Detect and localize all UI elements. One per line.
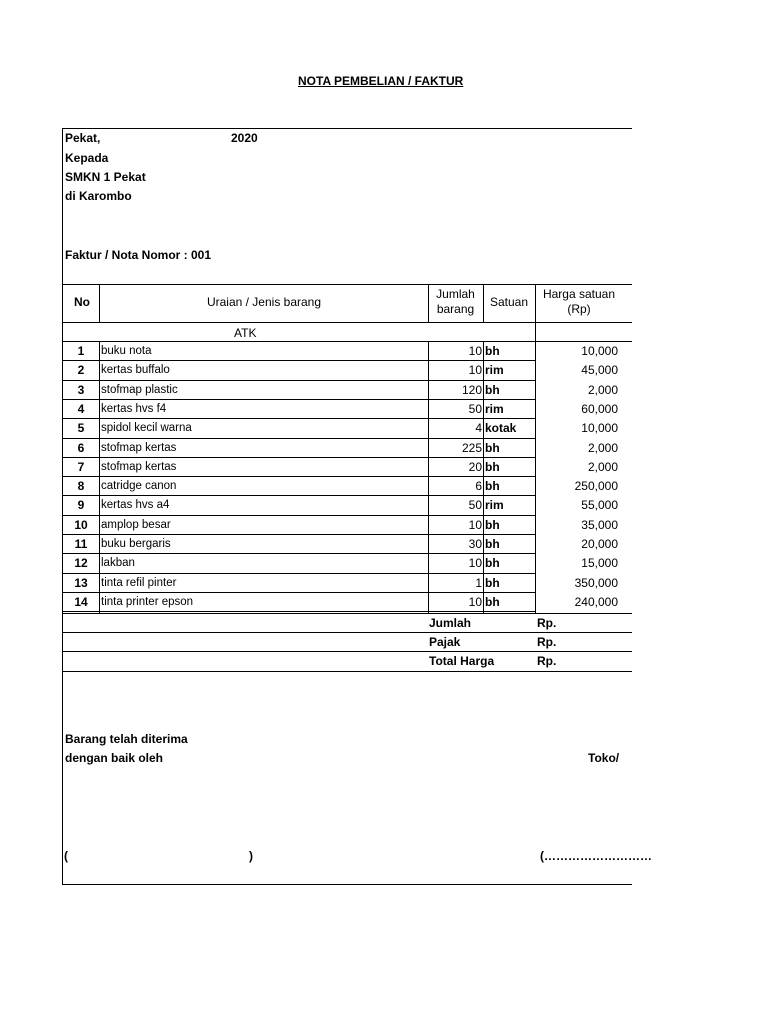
row-divider bbox=[99, 342, 100, 362]
place-label: Pekat, bbox=[65, 131, 101, 145]
row-qty: 225 bbox=[461, 441, 482, 455]
row-qty: 10 bbox=[468, 344, 482, 358]
received-text-1: Barang telah diterima bbox=[65, 732, 188, 746]
row-divider bbox=[483, 361, 484, 381]
row-qty: 120 bbox=[461, 383, 482, 397]
row-border bbox=[62, 418, 536, 419]
col-header-qty-1: Jumlah bbox=[436, 287, 475, 301]
row-number: 11 bbox=[74, 537, 88, 551]
row-item: kertas hvs f4 bbox=[101, 403, 167, 415]
row-border bbox=[62, 573, 536, 574]
row-divider bbox=[99, 361, 100, 381]
row-divider bbox=[99, 496, 100, 516]
row-number: 2 bbox=[77, 363, 85, 377]
row-item: tinta refil pinter bbox=[101, 577, 177, 589]
row-price: 10,000 bbox=[581, 344, 618, 358]
row-unit: bh bbox=[485, 460, 500, 474]
row-qty: 50 bbox=[468, 402, 482, 416]
outer-top-border bbox=[62, 128, 632, 129]
row-divider bbox=[483, 342, 484, 362]
row-unit: bh bbox=[485, 441, 500, 455]
row-divider bbox=[99, 419, 100, 439]
page-title: NOTA PEMBELIAN / FAKTUR bbox=[298, 74, 464, 88]
row-item: stofmap kertas bbox=[101, 461, 177, 473]
row-border bbox=[62, 534, 536, 535]
row-qty: 1 bbox=[475, 576, 482, 590]
row-price: 60,000 bbox=[581, 402, 618, 416]
col-header-qty-2: barang bbox=[436, 302, 475, 316]
total-currency-pajak: Rp. bbox=[537, 635, 557, 649]
row-item: buku bergaris bbox=[101, 538, 171, 550]
row-item: stofmap kertas bbox=[101, 442, 177, 454]
row-divider bbox=[99, 381, 100, 401]
row-divider bbox=[483, 477, 484, 497]
row-qty: 50 bbox=[468, 498, 482, 512]
recipient-name: SMKN 1 Pekat bbox=[65, 170, 146, 184]
row-unit: bh bbox=[485, 479, 500, 493]
row-number: 1 bbox=[77, 344, 85, 358]
row-price: 15,000 bbox=[581, 556, 618, 570]
col-header-price-2: (Rp) bbox=[567, 302, 591, 316]
row-unit: bh bbox=[485, 518, 500, 532]
row-price: 20,000 bbox=[581, 537, 618, 551]
invoice-number: Faktur / Nota Nomor : 001 bbox=[65, 248, 212, 262]
row-divider bbox=[483, 554, 484, 574]
row-qty: 30 bbox=[468, 537, 482, 551]
total-currency-grand: Rp. bbox=[537, 654, 557, 668]
row-divider bbox=[99, 400, 100, 420]
row-price: 35,000 bbox=[581, 518, 618, 532]
row-qty: 10 bbox=[468, 556, 482, 570]
table-header-top bbox=[62, 284, 632, 285]
row-divider bbox=[99, 477, 100, 497]
row-divider bbox=[99, 535, 100, 555]
row-price: 240,000 bbox=[574, 595, 618, 609]
row-divider bbox=[99, 458, 100, 478]
row-unit: bh bbox=[485, 595, 500, 609]
row-unit: rim bbox=[485, 363, 504, 377]
row-price: 250,000 bbox=[574, 479, 618, 493]
signature-left-open: ( bbox=[64, 849, 68, 863]
row-item: amplop besar bbox=[101, 519, 171, 531]
row-divider bbox=[483, 419, 484, 439]
col-header-unit: Satuan bbox=[489, 295, 529, 309]
row-price: 350,000 bbox=[574, 576, 618, 590]
row-border bbox=[62, 399, 536, 400]
row-divider bbox=[99, 439, 100, 459]
row-border bbox=[62, 592, 536, 593]
row-border bbox=[62, 457, 536, 458]
row-item: kertas buffalo bbox=[101, 364, 170, 376]
col-header-desc: Uraian / Jenis barang bbox=[206, 295, 322, 309]
row-number: 10 bbox=[74, 518, 88, 532]
row-item: stofmap plastic bbox=[101, 384, 178, 396]
total-label-grand: Total Harga bbox=[429, 654, 495, 668]
row-qty: 20 bbox=[468, 460, 482, 474]
row-number: 4 bbox=[77, 402, 85, 416]
col-header-no: No bbox=[74, 295, 90, 309]
row-price: 2,000 bbox=[587, 460, 618, 474]
outer-bottom-border bbox=[62, 884, 632, 885]
row-divider bbox=[99, 574, 100, 594]
total-currency-jumlah: Rp. bbox=[537, 616, 557, 630]
row-price: 45,000 bbox=[581, 363, 618, 377]
row-border bbox=[62, 476, 536, 477]
total-label-jumlah: Jumlah bbox=[429, 616, 472, 630]
row-price: 2,000 bbox=[587, 441, 618, 455]
row-item: lakban bbox=[101, 557, 135, 569]
row-border bbox=[62, 495, 536, 496]
row-qty: 6 bbox=[475, 479, 482, 493]
totals-row-1-border bbox=[62, 632, 632, 633]
row-item: catridge canon bbox=[101, 480, 177, 492]
row-price: 2,000 bbox=[587, 383, 618, 397]
category-label: ATK bbox=[234, 326, 257, 340]
row-number: 8 bbox=[77, 479, 85, 493]
row-item: spidol kecil warna bbox=[101, 422, 192, 434]
row-unit: bh bbox=[485, 383, 500, 397]
row-unit: bh bbox=[485, 576, 500, 590]
row-divider bbox=[483, 458, 484, 478]
total-label-pajak: Pajak bbox=[429, 635, 461, 649]
signature-right: (……………………… bbox=[540, 849, 652, 863]
row-number: 5 bbox=[77, 421, 85, 435]
row-divider bbox=[483, 439, 484, 459]
store-label: Toko/ bbox=[588, 751, 620, 765]
row-unit: bh bbox=[485, 537, 500, 551]
row-qty: 10 bbox=[468, 518, 482, 532]
row-border bbox=[62, 515, 536, 516]
row-qty: 10 bbox=[468, 363, 482, 377]
row-item: buku nota bbox=[101, 345, 152, 357]
row-number: 3 bbox=[77, 383, 85, 397]
row-qty: 4 bbox=[475, 421, 482, 435]
row-border bbox=[62, 380, 536, 381]
totals-row-2-border bbox=[62, 651, 632, 652]
row-divider bbox=[483, 496, 484, 516]
year-label: 2020 bbox=[231, 131, 258, 145]
row-divider bbox=[483, 381, 484, 401]
row-border bbox=[62, 360, 536, 361]
row-item: kertas hvs a4 bbox=[101, 499, 170, 511]
row-number: 9 bbox=[77, 498, 85, 512]
row-price: 55,000 bbox=[581, 498, 618, 512]
row-number: 14 bbox=[74, 595, 88, 609]
row-unit: bh bbox=[485, 344, 500, 358]
totals-top-border bbox=[62, 613, 632, 614]
row-divider bbox=[483, 574, 484, 594]
row-divider bbox=[483, 516, 484, 536]
row-price: 10,000 bbox=[581, 421, 618, 435]
totals-bottom-border bbox=[62, 671, 632, 672]
row-unit: kotak bbox=[485, 421, 517, 435]
row-border bbox=[62, 611, 536, 612]
row-divider bbox=[483, 593, 484, 613]
recipient-label: Kepada bbox=[65, 151, 109, 165]
row-number: 7 bbox=[77, 460, 85, 474]
row-divider bbox=[483, 535, 484, 555]
row-divider bbox=[99, 554, 100, 574]
row-unit: bh bbox=[485, 556, 500, 570]
row-unit: rim bbox=[485, 498, 504, 512]
row-number: 13 bbox=[74, 576, 88, 590]
row-item: tinta printer epson bbox=[101, 596, 194, 608]
row-qty: 10 bbox=[468, 595, 482, 609]
row-divider bbox=[99, 593, 100, 613]
row-unit: rim bbox=[485, 402, 504, 416]
signature-left-close: ) bbox=[249, 849, 253, 863]
row-divider bbox=[99, 516, 100, 536]
table-header-bottom bbox=[62, 322, 632, 323]
col-header-price-1: Harga satuan bbox=[542, 287, 616, 301]
recipient-location: di Karombo bbox=[65, 189, 132, 203]
row-number: 6 bbox=[77, 441, 85, 455]
row-border bbox=[62, 438, 536, 439]
row-divider bbox=[483, 400, 484, 420]
row-border bbox=[62, 553, 536, 554]
received-text-2: dengan baik oleh bbox=[65, 751, 164, 765]
category-row-bottom bbox=[62, 341, 632, 342]
row-number: 12 bbox=[74, 556, 88, 570]
